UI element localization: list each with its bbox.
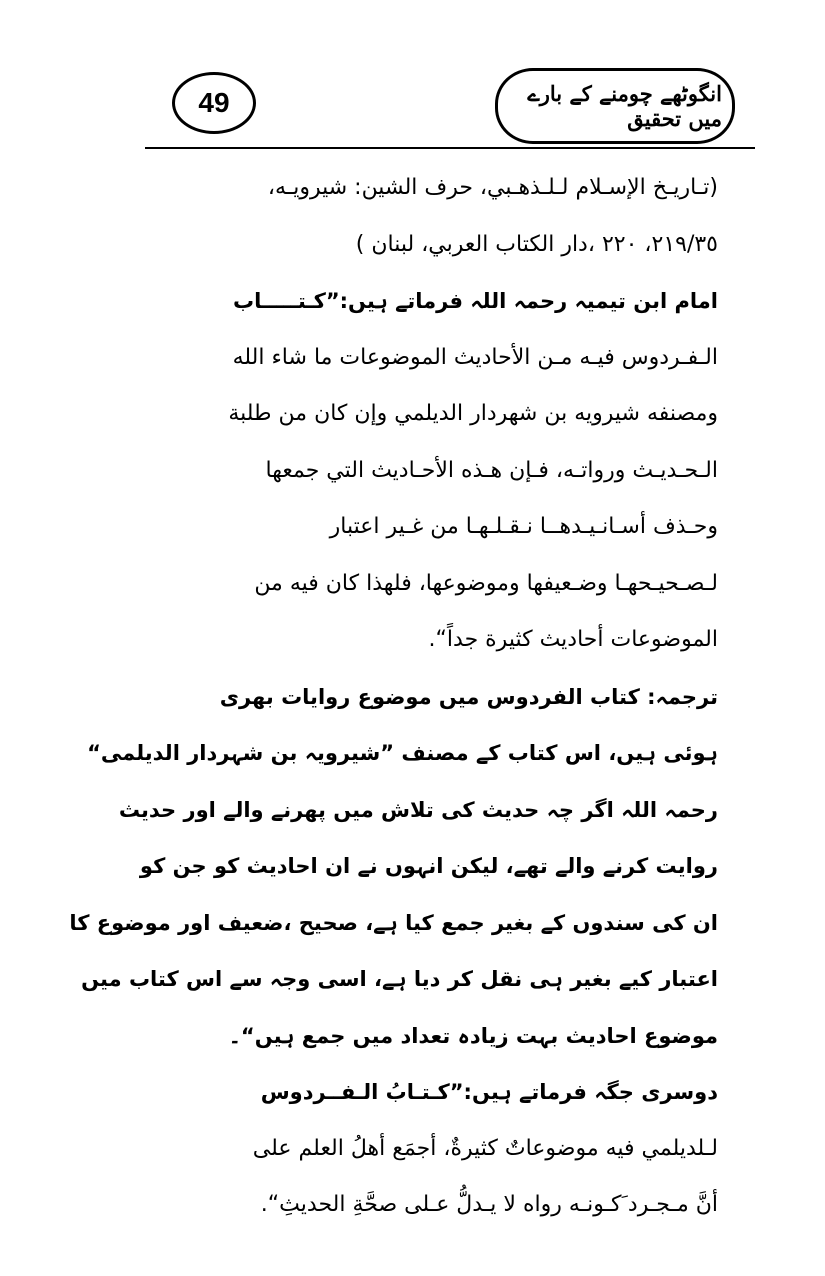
text-line: وحـذف أسـانـيـدهــا نـقـلـهـا من غـير اعتبار	[329, 514, 718, 539]
text-line: ٢١٩/٣٥، ٢٢٠ ،دار الكتاب العربي، لبنان )	[355, 231, 718, 257]
text-line: أنَّ مـجـرد َكـونـه رواه لا يـدلُّ عـلى صحَّةِ الحديثِ“.	[260, 1192, 718, 1217]
text-line: ترجمہ: کتاب الفردوس میں موضوع روایات بھری	[219, 684, 718, 709]
text-line: روایت کرنے والے تھے، لیکن انہوں نے ان احادیث کو جن کو	[139, 854, 718, 878]
text-line: لـصـحيـحهـا وضـعيفها وموضوعها، فلهذا كان فيه من	[254, 570, 718, 596]
text-line: ومصنفه شيرويه بن شهردار الديلمي وإن كان من طلبة	[228, 401, 718, 426]
text-line: اعتبار کیے بغیر ہی نقل کر دیا ہے، اسی وجہ سے اس کتاب میں	[81, 967, 718, 991]
page-body	[69, 160, 718, 1234]
text-line: الـفـردوس فيـه مـن الأحاديث الموضوعات ما شاء الله	[232, 344, 718, 370]
text-line: رحمہ اللہ اگر چہ حدیث کی تلاش میں پھرنے والے اور حدیث	[118, 797, 718, 822]
text-line: امام ابن تیمیہ رحمہ اللہ فرماتے ہیں:”کـتـــــاب	[232, 289, 718, 313]
text-line: دوسری جگہ فرماتے ہیں:”کـتـابُ الـفــردوس	[260, 1080, 718, 1104]
text-line: الـحـديـث ورواتـه، فـإن هـذه الأحـاديث التي جمعها	[265, 457, 718, 483]
text-line: ہوئی ہیں، اس کتاب کے مصنف ”شیرویہ بن شہردار الدیلمی“	[87, 741, 718, 765]
header-rule	[145, 147, 755, 149]
running-title: انگوٹھے چومنے کے بارے میں تحقیق	[495, 68, 735, 144]
text-line: موضوع احادیث بہت زیادہ تعداد میں جمع ہیں“۔	[228, 1023, 718, 1048]
text-line: ان کی سندوں کے بغیر جمع کیا ہے، صحیح ،ضعیف اور موضوع کا	[69, 910, 718, 935]
text-line: الموضوعات أحاديث كثيرة جداً“.	[428, 627, 718, 652]
text-line: لـلديلمي فيه موضوعاتٌ كثيرةٌ، أجمَع أهلُ العلم على	[252, 1135, 718, 1161]
page-number: 49	[172, 72, 256, 134]
text-line: (تـاريـخ الإسـلام لـلـذهـبي، حرف الشين: شيرويـه،	[267, 175, 718, 200]
